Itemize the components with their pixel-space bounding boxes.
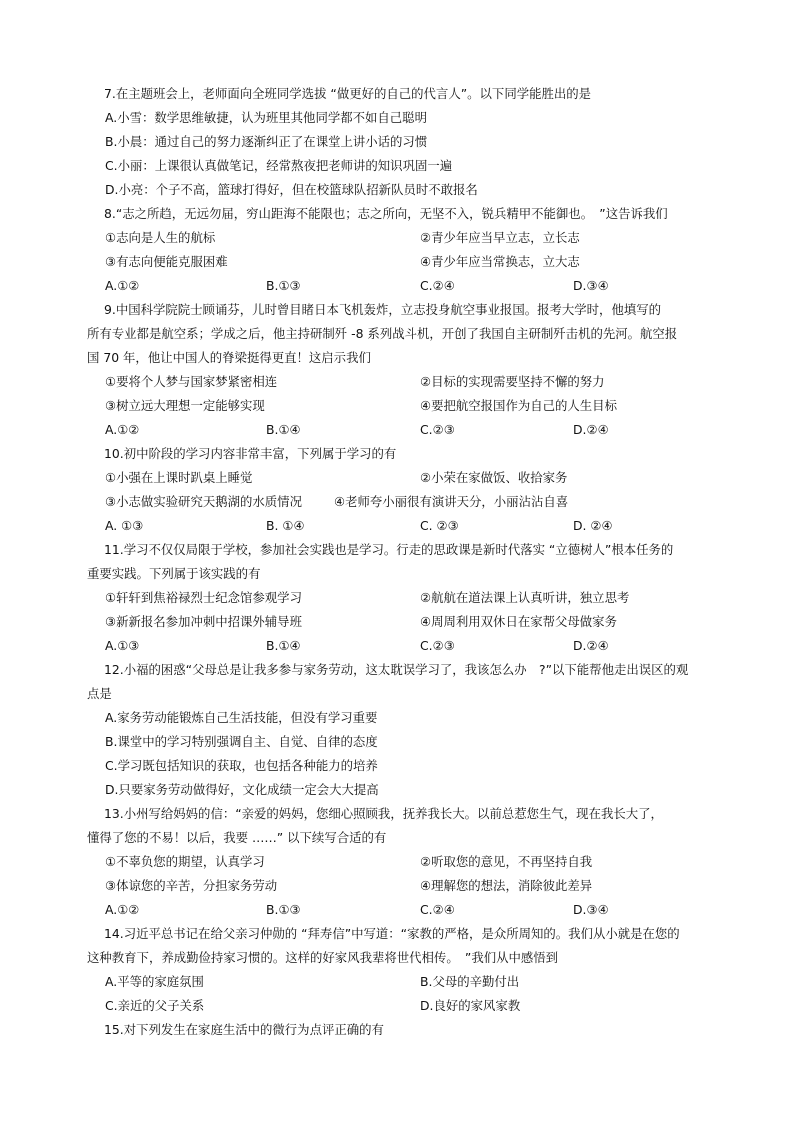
question-13-item-3: ③体谅您的辛苦，分担家务劳动 xyxy=(105,878,278,893)
question-14-stem-line-1: 14.习近平总书记在给父亲习仲勋的 “拜寿信”中写道：“家教的严格，是众所周知的。我们从小就是在您的 xyxy=(104,926,680,941)
question-11-stem-line-1: 11.学习不仅仅局限于学校，参加社会实践也是学习。行走的思政课是新时代落实 “立德树人”根本任务的 xyxy=(104,542,674,557)
question-13-choice-d: D.③④ xyxy=(573,902,609,917)
question-8-choice-a: A.①② xyxy=(105,278,140,293)
question-13-choice-c: C.②④ xyxy=(420,902,455,917)
question-7-option-c: C.小丽：上课很认真做笔记，经常熬夜把老师讲的知识巩固一遍 xyxy=(105,158,453,173)
question-12-option-b: B.课堂中的学习特别强调自主、自觉、自律的态度 xyxy=(105,734,378,749)
question-13-stem-line-2: 懂得了您的不易！以后，我要 ……” 以下续写合适的有 xyxy=(87,830,387,845)
question-11-choice-d: D.②④ xyxy=(573,638,609,653)
question-9-item-1: ①要将个人梦与国家梦紧密相连 xyxy=(105,374,278,389)
question-10-choice-a: A. ①③ xyxy=(105,518,144,533)
question-13-stem-line-1: 13.小州写给妈妈的信：“亲爱的妈妈，您细心照顾我，抚养我长大。以前总惹您生气，现在我长大了， xyxy=(104,806,663,821)
question-9-choice-c: C.②③ xyxy=(420,422,455,437)
question-8-item-1: ①志向是人生的航标 xyxy=(105,230,216,245)
question-8-item-4: ④青少年应当常换志，立大志 xyxy=(420,254,580,269)
question-13-choice-b: B.①③ xyxy=(266,902,301,917)
question-10-item-2: ②小荣在家做饭、收拾家务 xyxy=(420,470,568,485)
question-8-choice-d: D.③④ xyxy=(573,278,609,293)
question-7-option-a: A.小雪：数学思维敏捷，认为班里其他同学都不如自己聪明 xyxy=(105,110,427,125)
question-10-item-4: ④老师夸小丽很有演讲天分，小丽沾沾自喜 xyxy=(334,494,569,509)
question-13-item-1: ①不辜负您的期望，认真学习 xyxy=(105,854,265,869)
question-12-option-c: C.学习既包括知识的获取，也包括各种能力的培养 xyxy=(105,758,378,773)
question-8-choice-c: C.②④ xyxy=(420,278,455,293)
question-11-item-1: ①轩轩到焦裕禄烈士纪念馆参观学习 xyxy=(105,590,302,605)
question-9-choice-d: D.②④ xyxy=(573,422,609,437)
question-7-option-b: B.小晨：通过自己的努力逐渐纠正了在课堂上讲小话的习惯 xyxy=(105,134,428,149)
question-14-option-d: D.良好的家风家教 xyxy=(420,998,521,1013)
question-9-stem-line-2: 所有专业都是航空系；学成之后，他主持研制歼 -8 系列战斗机，开创了我国自主研制歼击机的先河。航空报 xyxy=(87,326,678,341)
question-11-item-2: ②航航在道法课上认真听讲，独立思考 xyxy=(420,590,630,605)
question-9-stem-line-1: 9.中国科学院院士顾诵芬，儿时曾目睹日本飞机轰炸，立志投身航空事业报国。报考大学时，他填写的 xyxy=(104,302,662,317)
question-14-option-b: B.父母的辛勤付出 xyxy=(420,974,520,989)
question-8-item-3: ③有志向便能克服困难 xyxy=(105,254,228,269)
question-10-item-3: ③小志做实验研究天鹅湖的水质情况 xyxy=(105,494,302,509)
question-14-option-a: A.平等的家庭氛围 xyxy=(105,974,204,989)
question-9-choice-b: B.①④ xyxy=(266,422,301,437)
question-11-choice-c: C.②③ xyxy=(420,638,455,653)
question-12-option-a: A.家务劳动能锻炼自己生活技能，但没有学习重要 xyxy=(105,710,378,725)
question-11-choice-a: A.①③ xyxy=(105,638,140,653)
question-9-choice-a: A.①② xyxy=(105,422,140,437)
question-12-option-d: D.只要家务劳动做得好，文化成绩一定会大大提高 xyxy=(105,782,379,797)
question-9-item-2: ②目标的实现需要坚持不懈的努力 xyxy=(420,374,605,389)
question-11-item-4: ④周周利用双休日在家帮父母做家务 xyxy=(420,614,617,629)
question-8-stem: 8.“志之所趋，无远勿届，穷山距海不能限也；志之所向，无坚不入，锐兵精甲不能御也。 ”这告诉我们 xyxy=(104,206,668,221)
question-11-item-3: ③新新报名参加冲刺中招课外辅导班 xyxy=(105,614,302,629)
question-10-item-1: ①小强在上课时趴桌上睡觉 xyxy=(105,470,253,485)
question-13-choice-a: A.①② xyxy=(105,902,140,917)
question-10-stem: 10.初中阶段的学习内容非常丰富，下列属于学习的有 xyxy=(104,446,397,461)
question-8-item-2: ②青少年应当早立志，立长志 xyxy=(420,230,580,245)
question-12-stem-line-1: 12.小福的困惑“父母总是让我多参与家务劳动，这太耽误学习了，我该怎么办 ?”以下能帮他走出误区的观 xyxy=(104,662,689,677)
question-11-choice-b: B.①④ xyxy=(266,638,301,653)
question-9-item-3: ③树立远大理想一定能够实现 xyxy=(105,398,265,413)
question-10-choice-b: B. ①④ xyxy=(266,518,305,533)
question-14-option-c: C.亲近的父子关系 xyxy=(105,998,205,1013)
question-12-stem-line-2: 点是 xyxy=(87,686,112,701)
question-9-item-4: ④要把航空报国作为自己的人生目标 xyxy=(420,398,617,413)
question-15-stem: 15.对下列发生在家庭生活中的微行为点评正确的有 xyxy=(104,1022,384,1037)
question-13-item-2: ②听取您的意见，不再坚持自我 xyxy=(420,854,593,869)
question-9-stem-line-3: 国 70 年，他让中国人的脊梁挺得更直！这启示我们 xyxy=(87,350,371,365)
question-8-choice-b: B.①③ xyxy=(266,278,301,293)
question-7-option-d: D.小亮：个子不高，篮球打得好，但在校篮球队招新队员时不敢报名 xyxy=(105,182,478,197)
question-14-stem-line-2: 这种教育下，养成勤俭持家习惯的。这样的好家风我辈将世代相传。 ”我们从中感悟到 xyxy=(87,950,559,965)
question-7-stem: 7.在主题班会上，老师面向全班同学选拔 “做更好的自己的代言人”。以下同学能胜出的是 xyxy=(104,86,592,101)
question-11-stem-line-2: 重要实践。下列属于该实践的有 xyxy=(87,566,261,581)
question-13-item-4: ④理解您的想法，消除彼此差异 xyxy=(420,878,593,893)
question-10-choice-d: D. ②④ xyxy=(573,518,613,533)
question-10-choice-c: C. ②③ xyxy=(420,518,459,533)
